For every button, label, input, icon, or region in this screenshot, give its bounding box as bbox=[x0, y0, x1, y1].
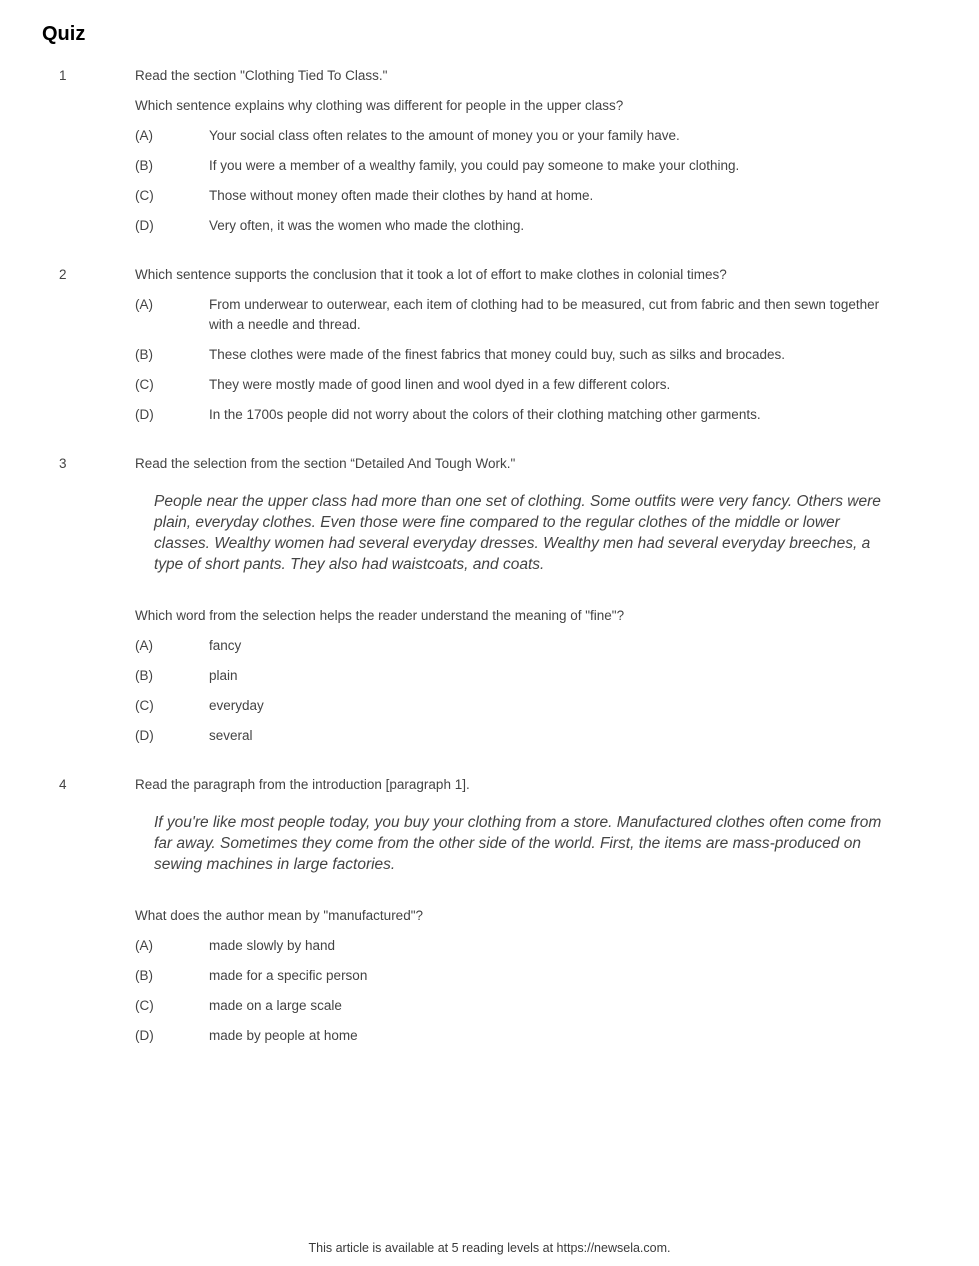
question-body bbox=[135, 775, 900, 1056]
question-passage: If you're like most people today, you buy your clothing from a store. Manufactured clothes often come from far away. Sometimes they come from the other side of the world. First, the items are mass-produced on sewing machines in large factories. bbox=[154, 814, 882, 873]
choice-row-c bbox=[135, 996, 900, 1016]
choice-letter: (D) bbox=[135, 1028, 154, 1043]
choice-letter: (C) bbox=[135, 377, 154, 392]
question-number: 4 bbox=[59, 777, 67, 792]
question-prompt: Which sentence supports the conclusion that it took a lot of effort to make clothes in colonial times? bbox=[135, 267, 727, 282]
choice-row-c bbox=[135, 186, 900, 206]
question-2 bbox=[59, 265, 939, 435]
choice-row-d bbox=[135, 1026, 900, 1046]
choice-text: In the 1700s people did not worry about the colors of their clothing matching other garments. bbox=[209, 407, 761, 422]
choice-text: Very often, it was the women who made the clothing. bbox=[209, 218, 525, 233]
question-body bbox=[135, 66, 900, 246]
choice-row-d bbox=[135, 726, 900, 746]
question-body bbox=[135, 454, 900, 756]
question-1 bbox=[59, 66, 939, 246]
choice-text: From underwear to outerwear, each item of clothing had to be measured, cut from fabric and then sewn together with a needle and thread. bbox=[209, 297, 880, 332]
choice-letter: (C) bbox=[135, 698, 154, 713]
question-passage: People near the upper class had more than one set of clothing. Some outfits were very fancy. Others were plain, everyday clothes. Even those were fine compared to the regular clothes of the middle or lower classes. Wealthy women had several everyday dresses. Wealthy men had several everyday breeches, a type of short pants. They also had waistcoats, and coats. bbox=[154, 493, 881, 573]
question-prompt: Which word from the selection helps the reader understand the meaning of "fine"? bbox=[135, 608, 625, 623]
choice-letter: (A) bbox=[135, 297, 153, 312]
choice-row-d bbox=[135, 216, 900, 236]
choice-letter: (D) bbox=[135, 218, 154, 233]
choice-text: everyday bbox=[209, 698, 264, 713]
choice-row-c bbox=[135, 696, 900, 716]
page-title: Quiz bbox=[42, 23, 86, 45]
question-intro: Read the selection from the section “Detailed And Tough Work." bbox=[135, 456, 516, 471]
choice-text: They were mostly made of good linen and wool dyed in a few different colors. bbox=[209, 377, 671, 392]
choice-letter: (C) bbox=[135, 188, 154, 203]
question-3 bbox=[59, 454, 939, 756]
question-body bbox=[135, 265, 900, 435]
choice-text: made slowly by hand bbox=[209, 938, 336, 953]
choice-text: fancy bbox=[209, 638, 242, 653]
choice-text: If you were a member of a wealthy family, you could pay someone to make your clothing. bbox=[209, 158, 740, 173]
choice-row-a bbox=[135, 295, 900, 335]
choice-row-a bbox=[135, 636, 900, 656]
question-4 bbox=[59, 775, 939, 1056]
choice-text: These clothes were made of the finest fabrics that money could buy, such as silks and brocades. bbox=[209, 347, 786, 362]
choice-text: made on a large scale bbox=[209, 998, 342, 1013]
choice-letter: (A) bbox=[135, 938, 153, 953]
choice-row-d bbox=[135, 405, 900, 425]
question-number: 2 bbox=[59, 267, 67, 282]
choice-letter: (B) bbox=[135, 158, 153, 173]
footer-note: This article is available at 5 reading levels at https://newsela.com. bbox=[308, 1241, 671, 1255]
choice-letter: (D) bbox=[135, 728, 154, 743]
choice-letter: (D) bbox=[135, 407, 154, 422]
choice-letter: (A) bbox=[135, 638, 153, 653]
choice-text: made for a specific person bbox=[209, 968, 368, 983]
choice-row-c bbox=[135, 375, 900, 395]
choice-row-b bbox=[135, 966, 900, 986]
question-number: 1 bbox=[59, 68, 67, 83]
choice-text: several bbox=[209, 728, 253, 743]
choice-row-a bbox=[135, 936, 900, 956]
choice-letter: (B) bbox=[135, 347, 153, 362]
choice-letter: (A) bbox=[135, 128, 153, 143]
question-prompt: Which sentence explains why clothing was different for people in the upper class? bbox=[135, 98, 624, 113]
question-intro: Read the paragraph from the introduction [paragraph 1]. bbox=[135, 777, 470, 792]
choice-letter: (B) bbox=[135, 968, 153, 983]
choice-text: Your social class often relates to the amount of money you or your family have. bbox=[209, 128, 680, 143]
question-intro: Read the section "Clothing Tied To Class." bbox=[135, 68, 388, 83]
choice-text: Those without money often made their clothes by hand at home. bbox=[209, 188, 594, 203]
choice-letter: (C) bbox=[135, 998, 154, 1013]
question-number: 3 bbox=[59, 456, 67, 471]
choice-text: plain bbox=[209, 668, 238, 683]
choice-letter: (B) bbox=[135, 668, 153, 683]
choice-row-b bbox=[135, 666, 900, 686]
choice-row-b bbox=[135, 156, 900, 176]
choice-row-a bbox=[135, 126, 900, 146]
question-prompt: What does the author mean by "manufactured"? bbox=[135, 908, 424, 923]
choice-row-b bbox=[135, 345, 900, 365]
choice-text: made by people at home bbox=[209, 1028, 358, 1043]
